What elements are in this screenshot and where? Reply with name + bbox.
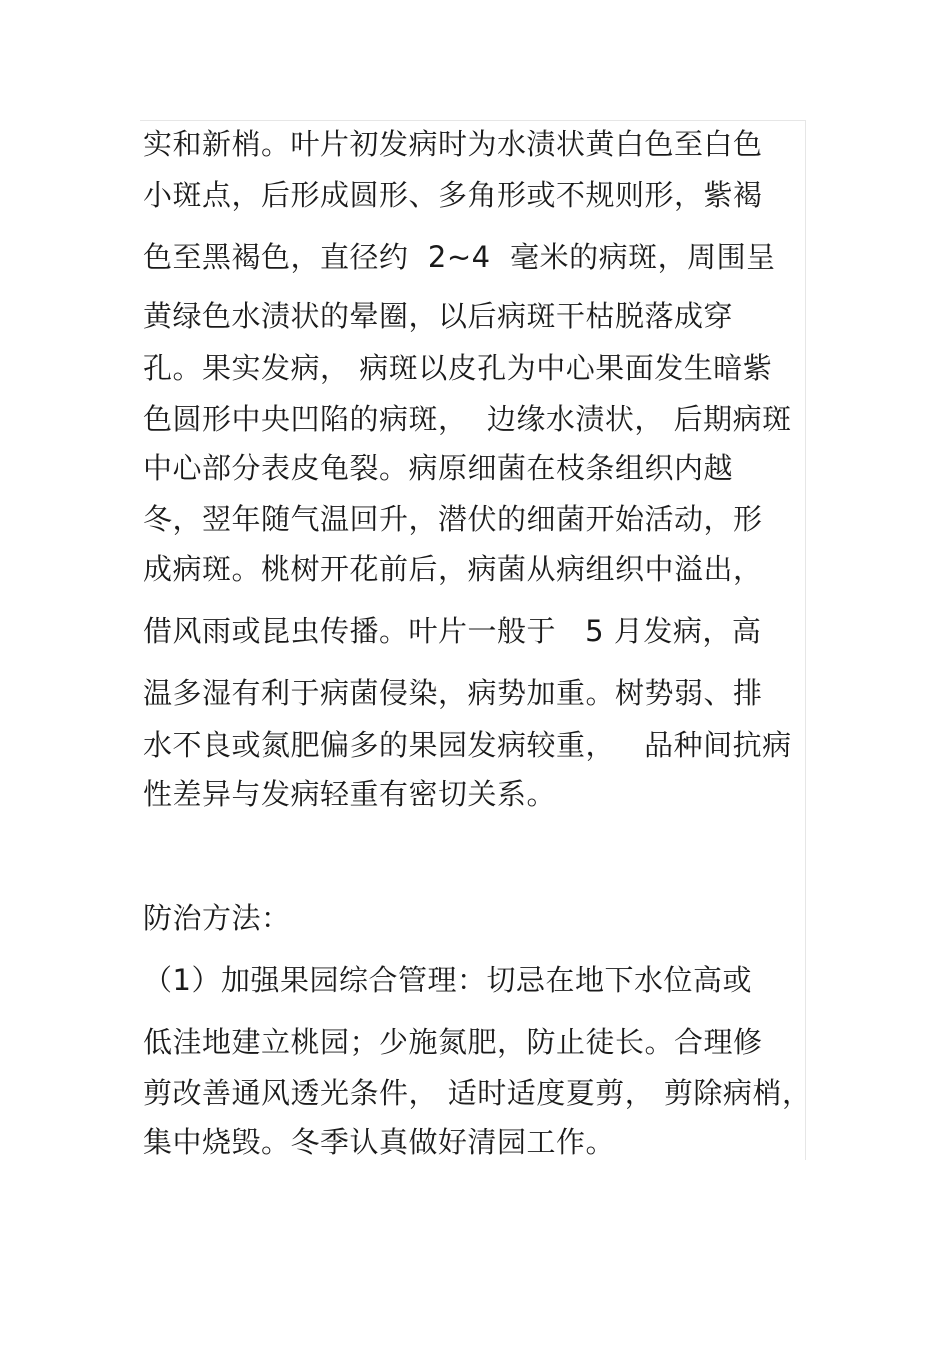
text-line: 温多湿有利于病菌侵染，病势加重。树势弱、排: [143, 676, 763, 710]
text-line: 实和新梢。叶片初发病时为水渍状黄白色至白色: [143, 127, 763, 161]
text-line: 色圆形中央凹陷的病斑， 边缘水渍状， 后期病斑: [143, 402, 792, 436]
text-line: 小斑点，后形成圆形、多角形或不规则形，紫褐: [143, 178, 763, 212]
text-line: 剪改善通风透光条件， 适时适度夏剪， 剪除病梢，: [143, 1076, 812, 1110]
text-line: （1）加强果园综合管理：切忌在地下水位高或: [143, 963, 752, 997]
text-line: 冬，翌年随气温回升，潜伏的细菌开始活动，形: [143, 502, 763, 536]
text-line: 黄绿色水渍状的晕圈，以后病斑干枯脱落成穿: [143, 299, 734, 333]
text-line: 色至黑褐色，直径约 2~4 毫米的病斑，周围呈: [143, 240, 776, 274]
text-line: 孔。果实发病， 病斑以皮孔为中心果面发生暗紫: [143, 351, 773, 385]
text-line: 性差异与发病轻重有密切关系。: [143, 777, 557, 811]
text-line: 集中烧毁。冬季认真做好清园工作。: [143, 1125, 616, 1159]
text-line: 借风雨或昆虫传播。叶片一般于 5 月发病，高: [143, 614, 762, 648]
text-line: 中心部分表皮龟裂。病原细菌在枝条组织内越: [143, 451, 734, 485]
text-line: 成病斑。桃树开花前后，病菌从病组织中溢出，: [143, 552, 763, 586]
text-line: 水不良或氮肥偏多的果园发病较重， 品种间抗病: [143, 728, 792, 762]
section-heading: 防治方法：: [143, 901, 291, 935]
text-line: 低洼地建立桃园；少施氮肥，防止徒长。合理修: [143, 1025, 763, 1059]
